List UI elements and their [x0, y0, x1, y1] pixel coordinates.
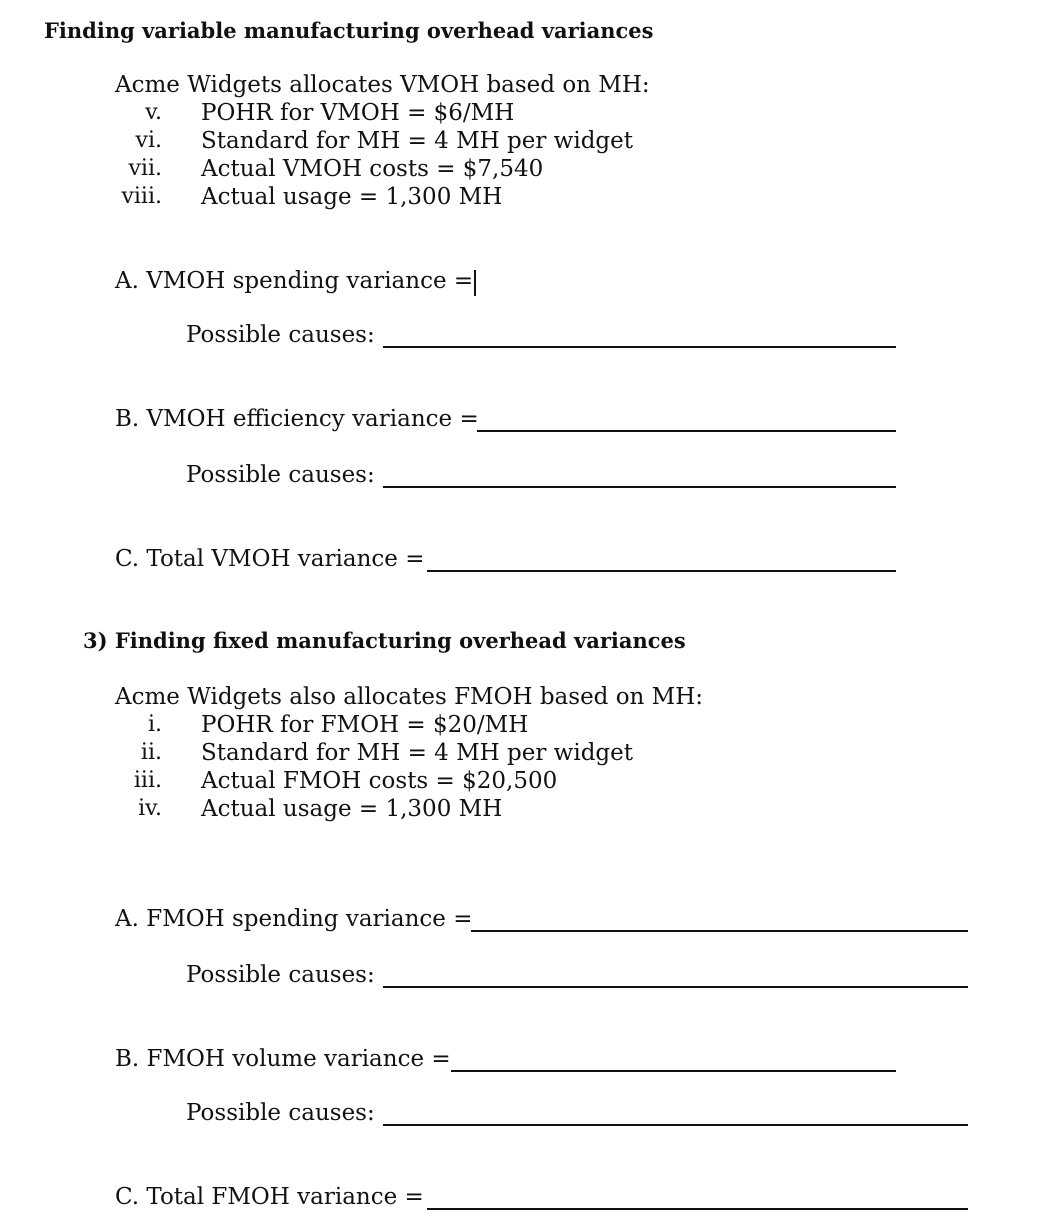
- vmoh-efficiency-causes-label: Possible causes:: [186, 462, 375, 488]
- fmoh-volume-causes-label: Possible causes:: [186, 1100, 375, 1126]
- vmoh-fact-numeral: v.: [145, 100, 162, 125]
- vmoh-total-variance-blank[interactable]: [427, 570, 896, 572]
- vmoh-intro: Acme Widgets allocates VMOH based on MH:: [115, 72, 650, 98]
- fmoh-fact-numeral: iii.: [133, 768, 162, 793]
- fmoh-intro: Acme Widgets also allocates FMOH based on MH:: [115, 684, 704, 710]
- vmoh-efficiency-variance-label: B. VMOH efficiency variance =: [115, 406, 479, 432]
- text-cursor[interactable]: [474, 270, 476, 296]
- vmoh-efficiency-variance-blank[interactable]: [477, 430, 896, 432]
- vmoh-fact-numeral: viii.: [121, 184, 162, 209]
- vmoh-fact-text: Standard for MH = 4 MH per widget: [201, 128, 634, 154]
- fmoh-fact-numeral: i.: [147, 712, 162, 737]
- vmoh-efficiency-causes-blank[interactable]: [383, 486, 896, 488]
- fmoh-spending-variance-blank[interactable]: [471, 930, 968, 932]
- vmoh-section-title: Finding variable manufacturing overhead variances: [44, 18, 654, 43]
- vmoh-fact-text: Actual usage = 1,300 MH: [201, 184, 503, 210]
- fmoh-fact-text: POHR for FMOH = $20/MH: [201, 712, 529, 738]
- fmoh-volume-variance-blank[interactable]: [451, 1070, 896, 1072]
- fmoh-volume-causes-blank[interactable]: [383, 1124, 968, 1126]
- fmoh-spending-causes-blank[interactable]: [383, 986, 968, 988]
- fmoh-spending-causes-label: Possible causes:: [186, 962, 375, 988]
- vmoh-spending-causes-blank[interactable]: [383, 346, 896, 348]
- vmoh-fact-numeral: vii.: [128, 156, 162, 181]
- fmoh-spending-variance-label: A. FMOH spending variance =: [115, 906, 473, 932]
- fmoh-fact-text: Standard for MH = 4 MH per widget: [201, 740, 634, 766]
- vmoh-fact-text: Actual VMOH costs = $7,540: [201, 156, 544, 182]
- vmoh-spending-causes-label: Possible causes:: [186, 322, 375, 348]
- vmoh-spending-variance-label: A. VMOH spending variance =: [115, 268, 474, 294]
- fmoh-total-variance-blank[interactable]: [427, 1208, 968, 1210]
- fmoh-volume-variance-label: B. FMOH volume variance =: [115, 1046, 451, 1072]
- vmoh-fact-text: POHR for VMOH = $6/MH: [201, 100, 515, 126]
- fmoh-section-title: 3) Finding fixed manufacturing overhead variances: [83, 628, 686, 653]
- fmoh-fact-text: Actual FMOH costs = $20,500: [201, 768, 558, 794]
- fmoh-fact-numeral: ii.: [140, 740, 162, 765]
- vmoh-total-variance-label: C. Total VMOH variance =: [115, 546, 425, 572]
- fmoh-fact-text: Actual usage = 1,300 MH: [201, 796, 503, 822]
- fmoh-fact-numeral: iv.: [138, 796, 162, 821]
- vmoh-fact-numeral: vi.: [135, 128, 162, 153]
- fmoh-total-variance-label: C. Total FMOH variance =: [115, 1184, 424, 1210]
